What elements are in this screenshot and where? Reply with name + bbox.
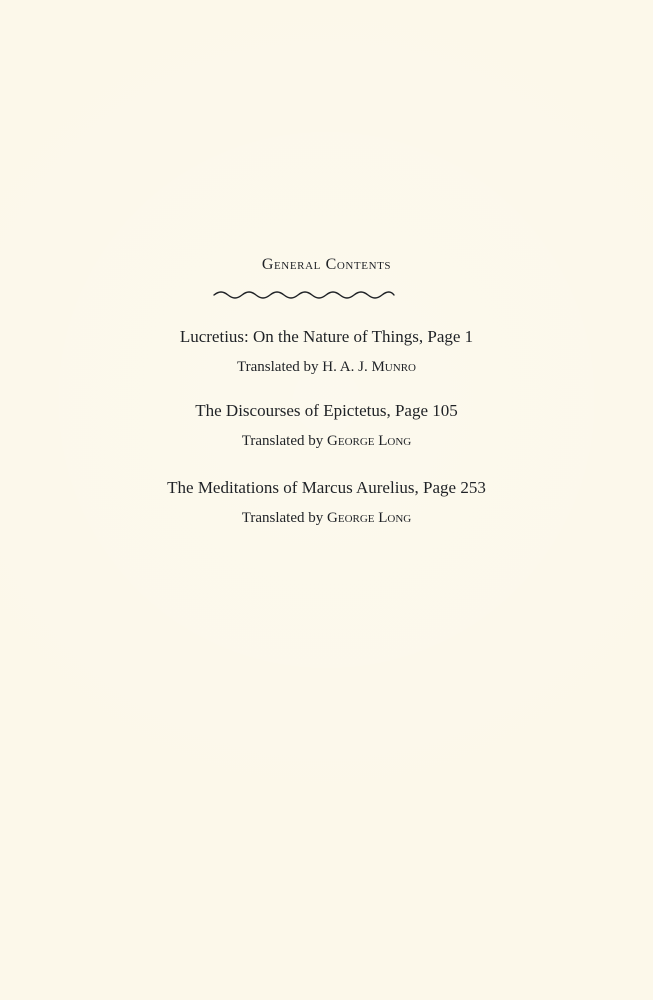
entry-title: Lucretius: On the Nature of Things, Page 1 xyxy=(179,327,474,346)
page-heading: General Contents xyxy=(261,256,392,273)
translator-prefix: Translated by xyxy=(241,510,328,526)
translator-name: H. A. J. Munro xyxy=(322,359,416,375)
translator-name: George Long xyxy=(327,510,412,526)
translator-name: George Long xyxy=(327,433,412,449)
wavy-rule-icon xyxy=(213,289,395,301)
entry-translator xyxy=(0,431,653,451)
entry-translator xyxy=(0,508,653,528)
entry-title: The Meditations of Marcus Aurelius, Page 253 xyxy=(167,478,486,497)
entry-translator xyxy=(0,357,653,377)
translator-prefix: Translated by xyxy=(237,359,323,375)
translator-prefix: Translated by xyxy=(241,433,328,449)
entry-title: The Discourses of Epictetus, Page 105 xyxy=(195,401,458,420)
